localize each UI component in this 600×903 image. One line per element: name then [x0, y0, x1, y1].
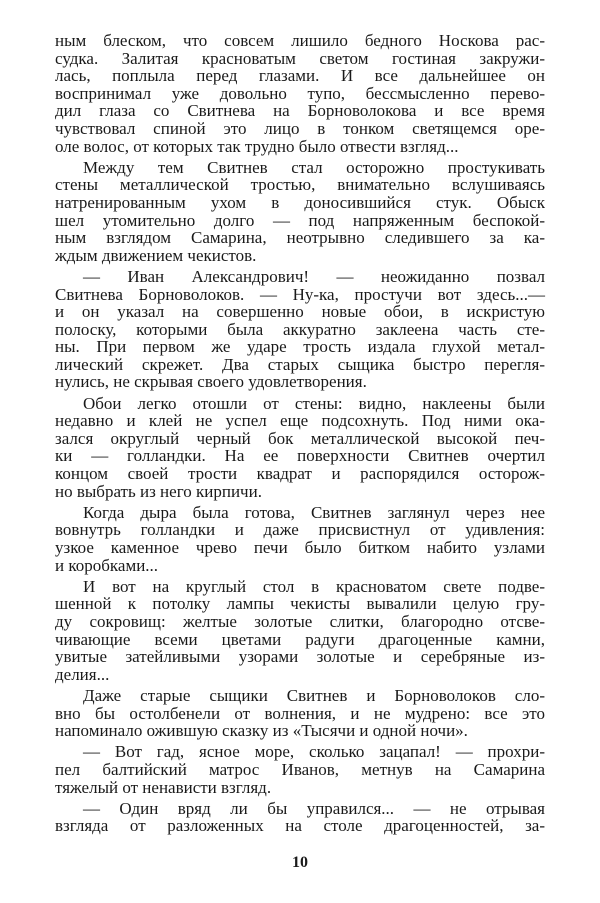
- text-line: стены металлической тростью, внимательно вслушиваясь: [55, 175, 545, 195]
- paragraph: [55, 268, 545, 391]
- text-line: шенной к потолку лампы чекисты вывалили целую гру-: [55, 594, 545, 614]
- text-line: вно бы остолбенели от волнения, и не мудрено: все это: [55, 703, 545, 723]
- text-line: ным блеском, что совсем лишило бедного Носкова рас-: [55, 31, 545, 50]
- text-line: ждым движением чекистов.: [55, 245, 257, 265]
- text-line: дил глаза со Свитнева на Борноволокова и все время: [55, 101, 545, 121]
- text-line: И вот на круглый стол в красноватом свете подве-: [83, 576, 545, 596]
- text-line: воспринимал уже довольно тупо, бессмысленно перево-: [55, 83, 545, 103]
- text-line: делия...: [55, 664, 110, 684]
- text-line: чувствовал спиной это лицо в тонком светящемся оре-: [55, 118, 545, 138]
- paragraph: [55, 32, 545, 155]
- text-line: Обои легко отошли от стены: видно, наклеены были: [83, 393, 545, 413]
- text-line: пел балтийский матрос Иванов, метнув на Самарина: [55, 759, 545, 779]
- text-line: вовнутрь голландки и даже присвистнул от удивления:: [55, 520, 545, 540]
- text-line: Между тем Свитнев стал осторожно простукивать: [83, 157, 545, 177]
- text-line: лический скрежет. Два старых сыщика быстро перегля-: [55, 354, 545, 374]
- text-line: нулись, не скрывая своего удовлетворения.: [55, 372, 367, 392]
- text-line: — Иван Александрович! — неожиданно позвал: [83, 266, 545, 286]
- text-line: ду сокровищ: желтые золотые слитки, благородно отсве-: [55, 611, 545, 631]
- text-line: натренированным ухом в доносившийся стук. Обыск: [55, 192, 545, 212]
- text-line: шел утомительно долго — под напряженным беспокой-: [55, 210, 545, 230]
- text-line: узкое каменное чрево печи было битком набито узлами: [55, 538, 545, 557]
- text-line: и он указал на совершенно новые обои, в искристую: [55, 302, 545, 322]
- paragraph: [55, 800, 545, 835]
- text-line: Свитнева Борноволоков. — Ну-ка, простучи вот здесь...—: [55, 284, 545, 304]
- text-line: Когда дыра была готова, Свитнев заглянул через нее: [83, 502, 545, 522]
- text-line: недавно и клей не успел еще подсохнуть. Под ними ока-: [55, 411, 545, 431]
- paragraph: [55, 578, 545, 684]
- paragraph: [55, 395, 545, 501]
- paragraph: [55, 504, 545, 574]
- text-line: напоминало ожившую сказку из «Тысячи и одной ночи».: [55, 721, 468, 741]
- book-page-text: [55, 32, 545, 835]
- text-line: взгляда от разложенных на столе драгоценностей, за-: [55, 816, 545, 836]
- paragraph: [55, 743, 545, 796]
- paragraph: [55, 159, 545, 265]
- text-line: и коробками...: [55, 555, 159, 575]
- text-line: концом своей трости квадрат и распорядился осторож-: [55, 464, 545, 484]
- text-line: ным взглядом Самарина, неотрывно следившего за ка-: [55, 228, 545, 248]
- text-line: оле волос, от которых так трудно было отвести взгляд...: [55, 136, 459, 156]
- text-line: Даже старые сыщики Свитнев и Борноволоков сло-: [83, 685, 545, 705]
- text-line: чивающие всеми цветами радуги драгоценные камни,: [55, 629, 545, 649]
- text-line: — Вот гад, ясное море, сколько зацапал! — прохри-: [83, 742, 545, 762]
- text-line: судка. Залитая красноватым светом гостиная закружи-: [55, 48, 545, 68]
- text-line: — Один вряд ли бы управился... — не отрывая: [83, 798, 545, 818]
- text-line: ны. При первом же ударе трость издала глухой метал-: [55, 337, 545, 357]
- text-line: тяжелый от ненависти взгляд.: [55, 777, 272, 797]
- text-line: увитые затейливыми узорами золотые и серебряные из-: [55, 647, 545, 667]
- text-line: но выбрать из него кирпичи.: [55, 481, 262, 501]
- text-line: ки — голландки. На ее поверхности Свитнев очертил: [55, 446, 545, 466]
- text-line: зался округлый черный бок металлической высокой печ-: [55, 428, 545, 448]
- text-line: лась, поплыла перед глазами. И все дальнейшее он: [55, 66, 545, 86]
- paragraph: [55, 687, 545, 740]
- text-line: полоску, которыми была аккуратно заклеена часть сте-: [55, 319, 545, 339]
- page-number: 10: [292, 854, 308, 871]
